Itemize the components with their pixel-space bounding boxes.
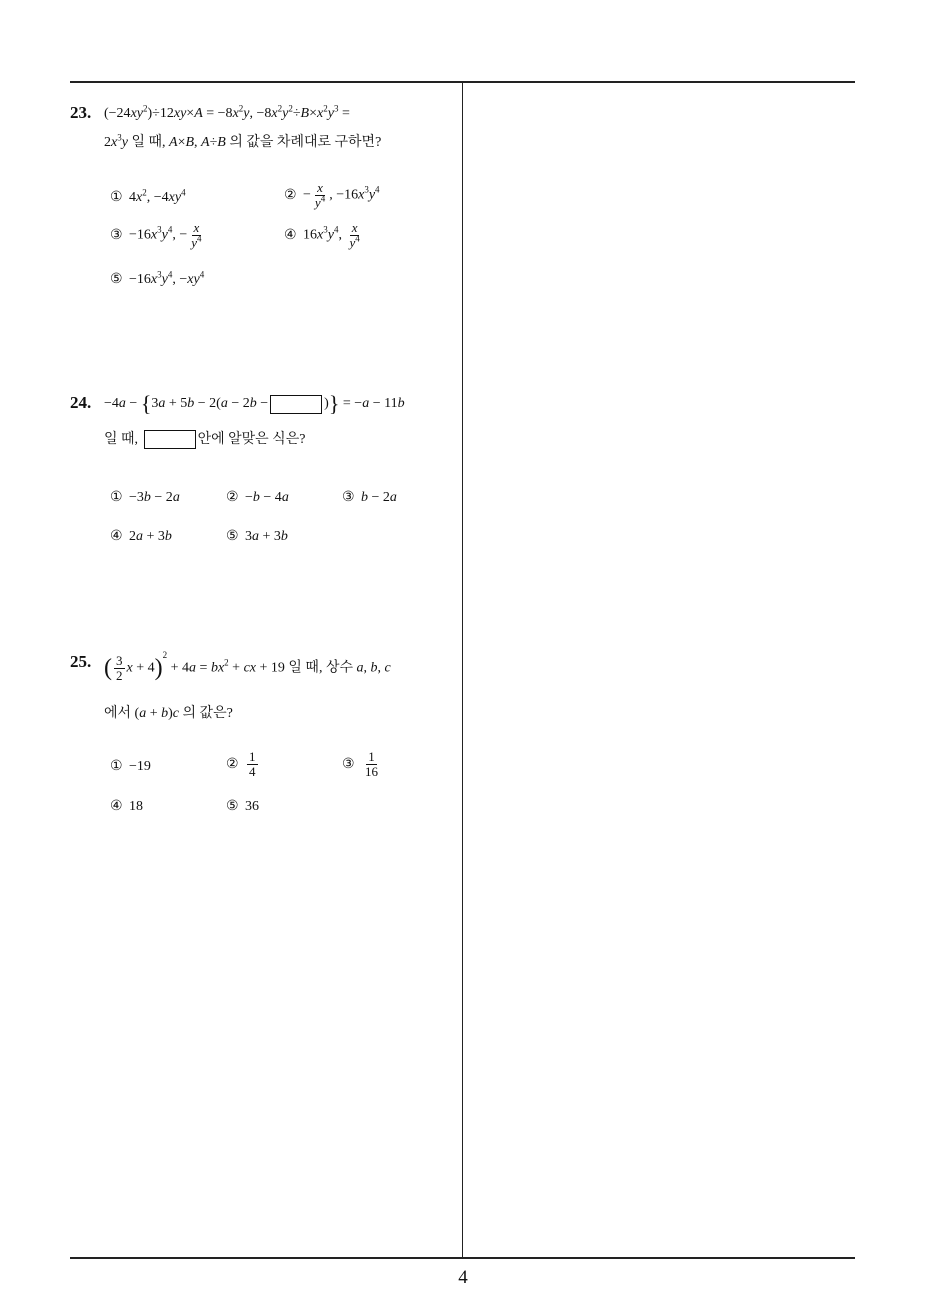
question-stem-line-1: $(-24xy^2)\div 12xy\times A = -8x^2y$, $-8x^2y^2\div B\times x^2y^3$ = [104,103,350,121]
option-marker: ② [284,187,297,203]
option-3[interactable]: ③ $\frac{1}{16}$ [342,749,378,779]
option-marker: ③ [342,490,355,505]
option-marker: ① [110,190,123,205]
option-marker: ⑤ [226,799,239,814]
option-marker: ① [110,759,123,774]
option-4[interactable]: ④ 18 [110,798,143,814]
blank-box [270,395,322,414]
option-3[interactable]: ③ $-16x^3y^4$, − $\frac{x}{y^4}$ [110,220,202,250]
stem-prefix: 일 때, [104,432,139,447]
option-marker: ② [226,756,239,772]
question-24 [70,393,460,563]
option-1[interactable]: ① −19 [110,758,151,774]
option-marker: ② [226,490,239,505]
question-25 [70,650,460,830]
question-stem-line-2 [104,428,305,449]
option-marker: ④ [110,529,123,544]
option-5[interactable]: ⑤ 36 [226,798,259,814]
question-stem-line-1: ( $\frac{3}{2}$ $x + 4)^2 + 4a = bx^2$ + cx + 19 일 때, 상수 a, b, c [104,649,391,683]
stem-suffix: 안에 알맞은 식은? [197,432,306,447]
blank-box [144,430,196,449]
bottom-rule [70,1257,855,1259]
option-4[interactable]: ④ 2a + 3b [110,528,172,544]
option-4[interactable]: ④ $16x^3y^4$, $\frac{x}{y^4}$ [284,220,360,250]
question-stem-line-1: −4a − {3a + 5b − 2(a − 2b − )} = −a − 11b [104,391,405,416]
option-1[interactable]: ① $4x^2$, $-4xy^4$ [110,186,186,205]
option-5[interactable]: ⑤ 3a + 3b [226,528,288,544]
question-number: 24. [70,393,92,412]
option-marker: ④ [110,799,123,814]
question-23 [70,103,460,303]
page-number: 4 [458,1267,468,1288]
option-marker: ③ [342,756,355,772]
option-marker: ⑤ [110,272,123,287]
option-2[interactable]: ② − $\frac{x}{y^4}$ , $-16x^3y^4$ [284,180,380,210]
question-number: 25. [70,652,92,671]
question-number: 23. [70,103,92,122]
option-marker: ① [110,490,123,505]
option-2[interactable]: ② $\frac{1}{4}$ [226,749,256,779]
option-3[interactable]: ③ b − 2a [342,489,397,505]
question-stem-line-2: $2x^3y$ 일 때, A×B, A÷B 의 값을 차례대로 구하면? [104,132,382,150]
option-5[interactable]: ⑤ $-16x^3y^4$, $-xy^4$ [110,268,205,287]
option-1[interactable]: ① −3b − 2a [110,489,180,505]
question-stem-line-2: 에서 (a + b)c 의 값은? [104,706,233,721]
option-2[interactable]: ② −b − 4a [226,489,289,505]
option-marker: ③ [110,227,123,243]
option-marker: ⑤ [226,529,239,544]
column-divider [462,81,463,1258]
option-marker: ④ [284,227,297,243]
